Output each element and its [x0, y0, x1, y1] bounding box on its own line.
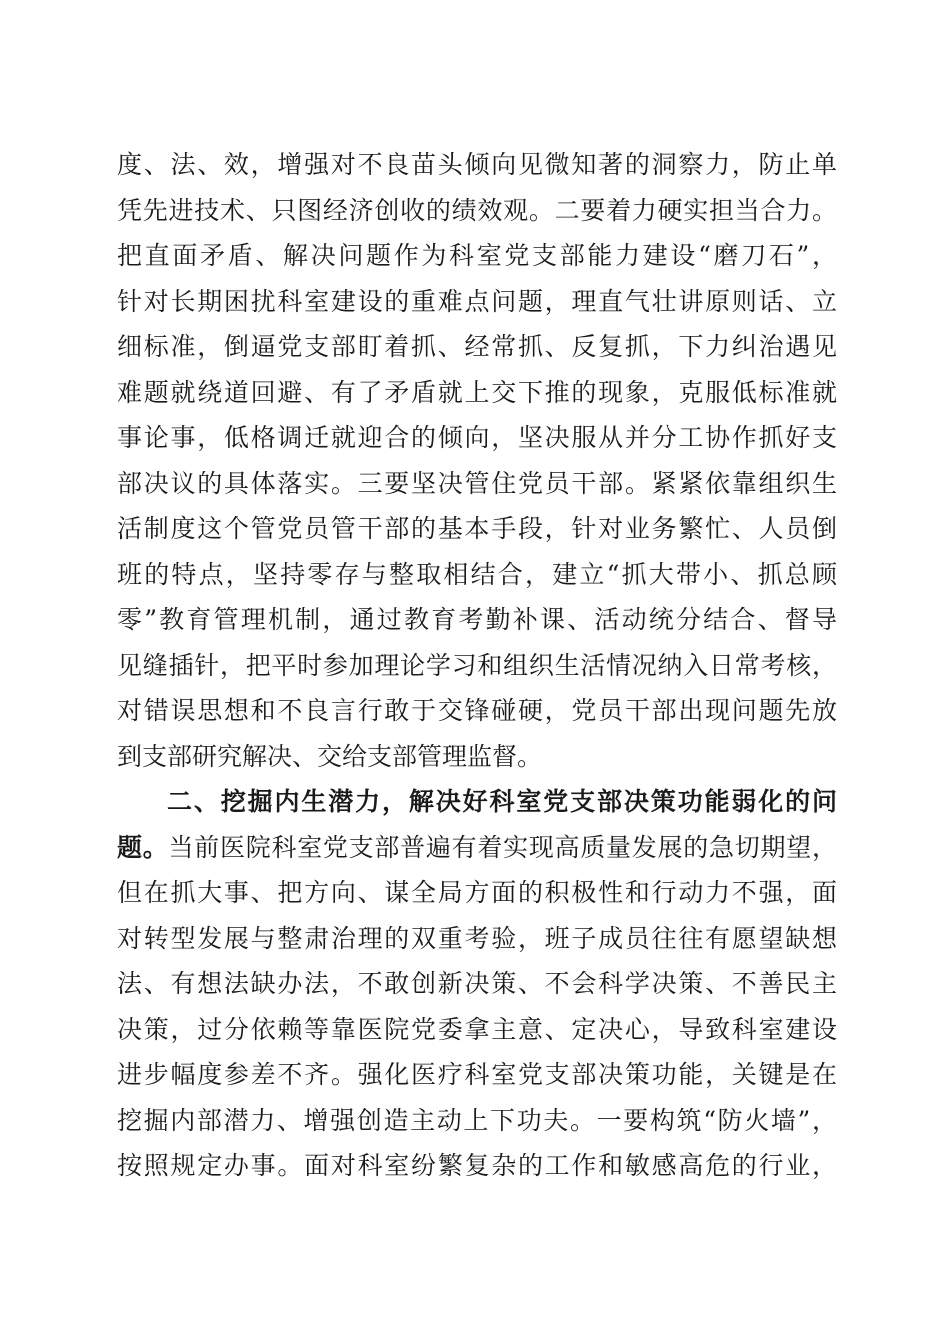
text-line: 进步幅度参差不齐。强化医疗科室党支部决策功能，关键是在: [117, 1060, 837, 1089]
text-line: 细标准，倒逼党支部盯着抓、经常抓、反复抓，下力纠治遇见: [117, 332, 837, 361]
text-run: 当前医院科室党支部普遍有着实现高质量发展的急切期望，: [168, 832, 837, 862]
text-line: 决策，过分依赖等靠医院党委拿主意、定决心，导致科室建设: [117, 1014, 837, 1044]
text-line: 难题就绕道回避、有了矛盾就上交下推的现象，克服低标准就: [117, 377, 837, 407]
text-line: 把直面矛盾、解决问题作为科室党支部能力建设“磨刀石”，: [117, 241, 837, 270]
text-line: 对转型发展与整肃治理的双重考验，班子成员往往有愿望缺想: [117, 923, 837, 953]
document-body: [117, 142, 837, 1189]
text-line: 见缝插针，把平时参加理论学习和组织生活情况纳入日常考核，: [117, 650, 837, 680]
text-line: 挖掘内部潜力、增强创造主动上下功夫。一要构筑“防火墙”，: [117, 1105, 837, 1135]
text-line: 对错误思想和不良言行敢于交锋碰硬，党员干部出现问题先放: [117, 696, 837, 725]
text-line: [117, 825, 837, 871]
text-line: 但在抓大事、把方向、谋全局方面的积极性和行动力不强，面: [117, 878, 837, 907]
paragraph-1: [117, 142, 837, 779]
text-line: 凭先进技术、只图经济创收的绩效观。二要着力硬实担当合力。: [117, 195, 837, 225]
section-heading-end: 题。: [117, 832, 169, 862]
text-line: 事论事，低格调迁就迎合的倾向，坚决服从并分工协作抓好支: [117, 423, 837, 452]
section-heading: 二、挖掘内生潜力，解决好科室党支部决策功能弱化的问: [167, 787, 837, 816]
text-line: 度、法、效，增强对不良苗头倾向见微知著的洞察力，防止单: [117, 150, 837, 179]
text-line: 针对长期困扰科室建设的重难点问题，理直气壮讲原则话、立: [117, 286, 837, 316]
paragraph-2: [117, 779, 837, 1189]
text-line: 到支部研究解决、交给支部管理监督。: [117, 741, 543, 771]
text-line: 零”教育管理机制，通过教育考勤补课、活动统分结合、督导: [117, 605, 837, 634]
text-line: 班的特点，坚持零存与整取相结合，建立“抓大带小、抓总顾: [117, 559, 837, 589]
text-line: 部决议的具体落实。三要坚决管住党员干部。紧紧依靠组织生: [117, 468, 837, 498]
text-line: 法、有想法缺办法，不敢创新决策、不会科学决策、不善民主: [117, 969, 837, 998]
text-line: 按照规定办事。面对科室纷繁复杂的工作和敏感高危的行业，: [117, 1151, 837, 1180]
text-line: 活制度这个管党员管干部的基本手段，针对业务繁忙、人员倒: [117, 514, 837, 543]
